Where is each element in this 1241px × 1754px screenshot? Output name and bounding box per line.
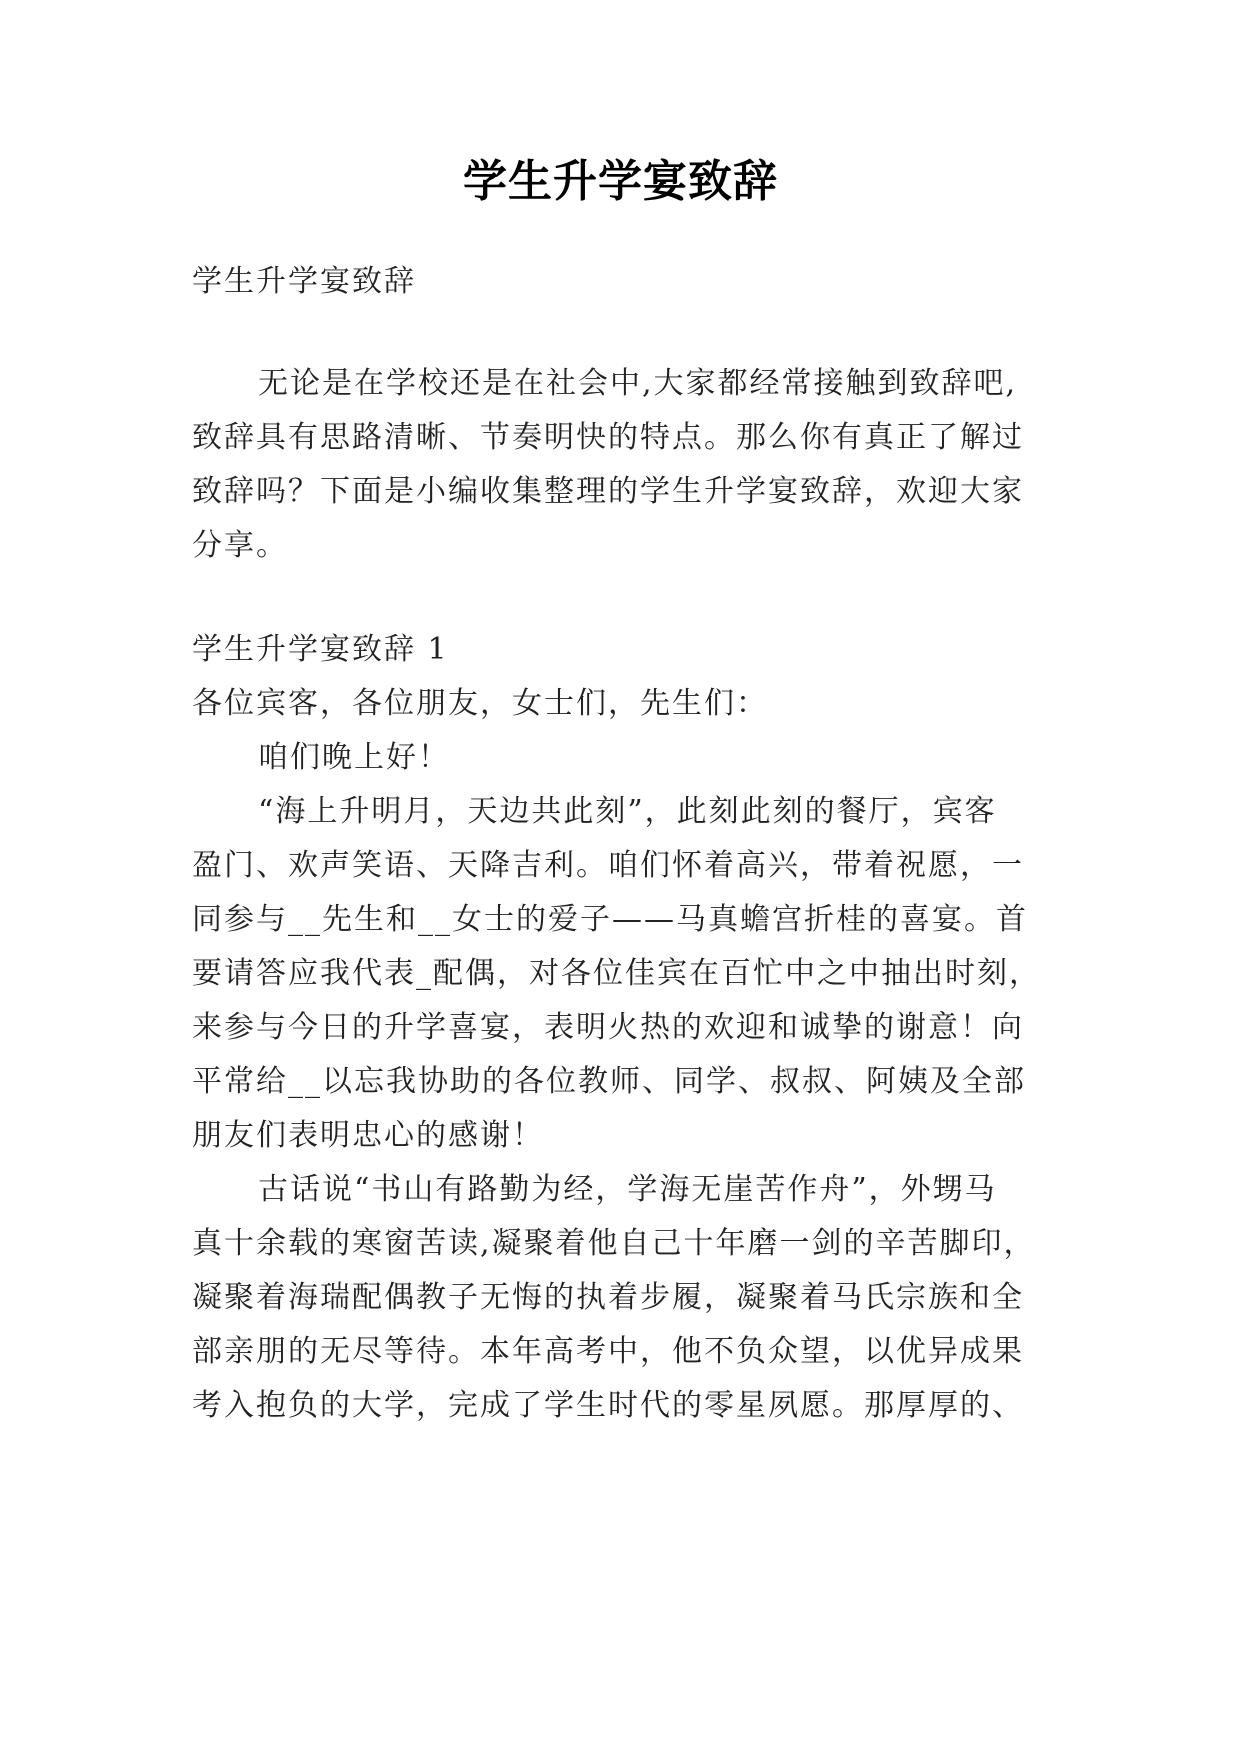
salutation: 各位宾客，各位朋友，女士们，先生们： — [192, 686, 768, 721]
paragraph1-line-3: 同参与__先生和__女士的爱子——马真蟾宫折桂的喜宴。首 — [192, 902, 1028, 937]
paragraph2-line-2: 真十余载的寒窗苦读,凝聚着他自己十年磨一剑的辛苦脚印， — [192, 1226, 1036, 1261]
paragraph1-line-2: 盈门、欢声笑语、天降吉利。咱们怀着高兴，带着祝愿，一 — [192, 848, 1024, 883]
intro-line-4: 分享。 — [192, 528, 288, 563]
paragraph1-line-7: 朋友们表明忠心的感谢！ — [192, 1118, 544, 1153]
paragraph2-line-1: 古话说“书山有路勤为经，学海无崖苦作舟”，外甥马 — [258, 1172, 997, 1207]
intro-line-1: 无论是在学校还是在社会中,大家都经常接触到致辞吧, — [258, 366, 1018, 401]
paragraph2-line-5: 考入抱负的大学，完成了学生时代的零星夙愿。那厚厚的、 — [192, 1388, 1024, 1423]
intro-line-3: 致辞吗？下面是小编收集整理的学生升学宴致辞，欢迎大家 — [192, 474, 1024, 509]
paragraph1-line-5: 来参与今日的升学喜宴，表明火热的欢迎和诚挚的谢意！向 — [192, 1010, 1024, 1045]
paragraph1-line-6: 平常给__以忘我协助的各位教师、同学、叔叔、阿姨及全部 — [192, 1064, 1026, 1099]
paragraph2-line-3: 凝聚着海瑞配偶教子无悔的执着步履，凝聚着马氏宗族和全 — [192, 1280, 1024, 1315]
paragraph2-line-4: 部亲朋的无尽等待。本年高考中，他不负众望，以优异成果 — [192, 1334, 1024, 1369]
document-subtitle: 学生升学宴致辞 — [192, 264, 416, 299]
section-heading: 学生升学宴致辞 1 — [192, 632, 449, 667]
greeting: 咱们晚上好！ — [258, 740, 450, 775]
paragraph1-line-1: “海上升明月，天边共此刻”，此刻此刻的餐厅，宾客 — [258, 794, 997, 829]
intro-line-2: 致辞具有思路清晰、节奏明快的特点。那么你有真正了解过 — [192, 420, 1024, 455]
paragraph1-line-4: 要请答应我代表_配偶，对各位佳宾在百忙中之中抽出时刻， — [192, 956, 1041, 991]
page-title: 学生升学宴致辞 — [463, 156, 778, 207]
